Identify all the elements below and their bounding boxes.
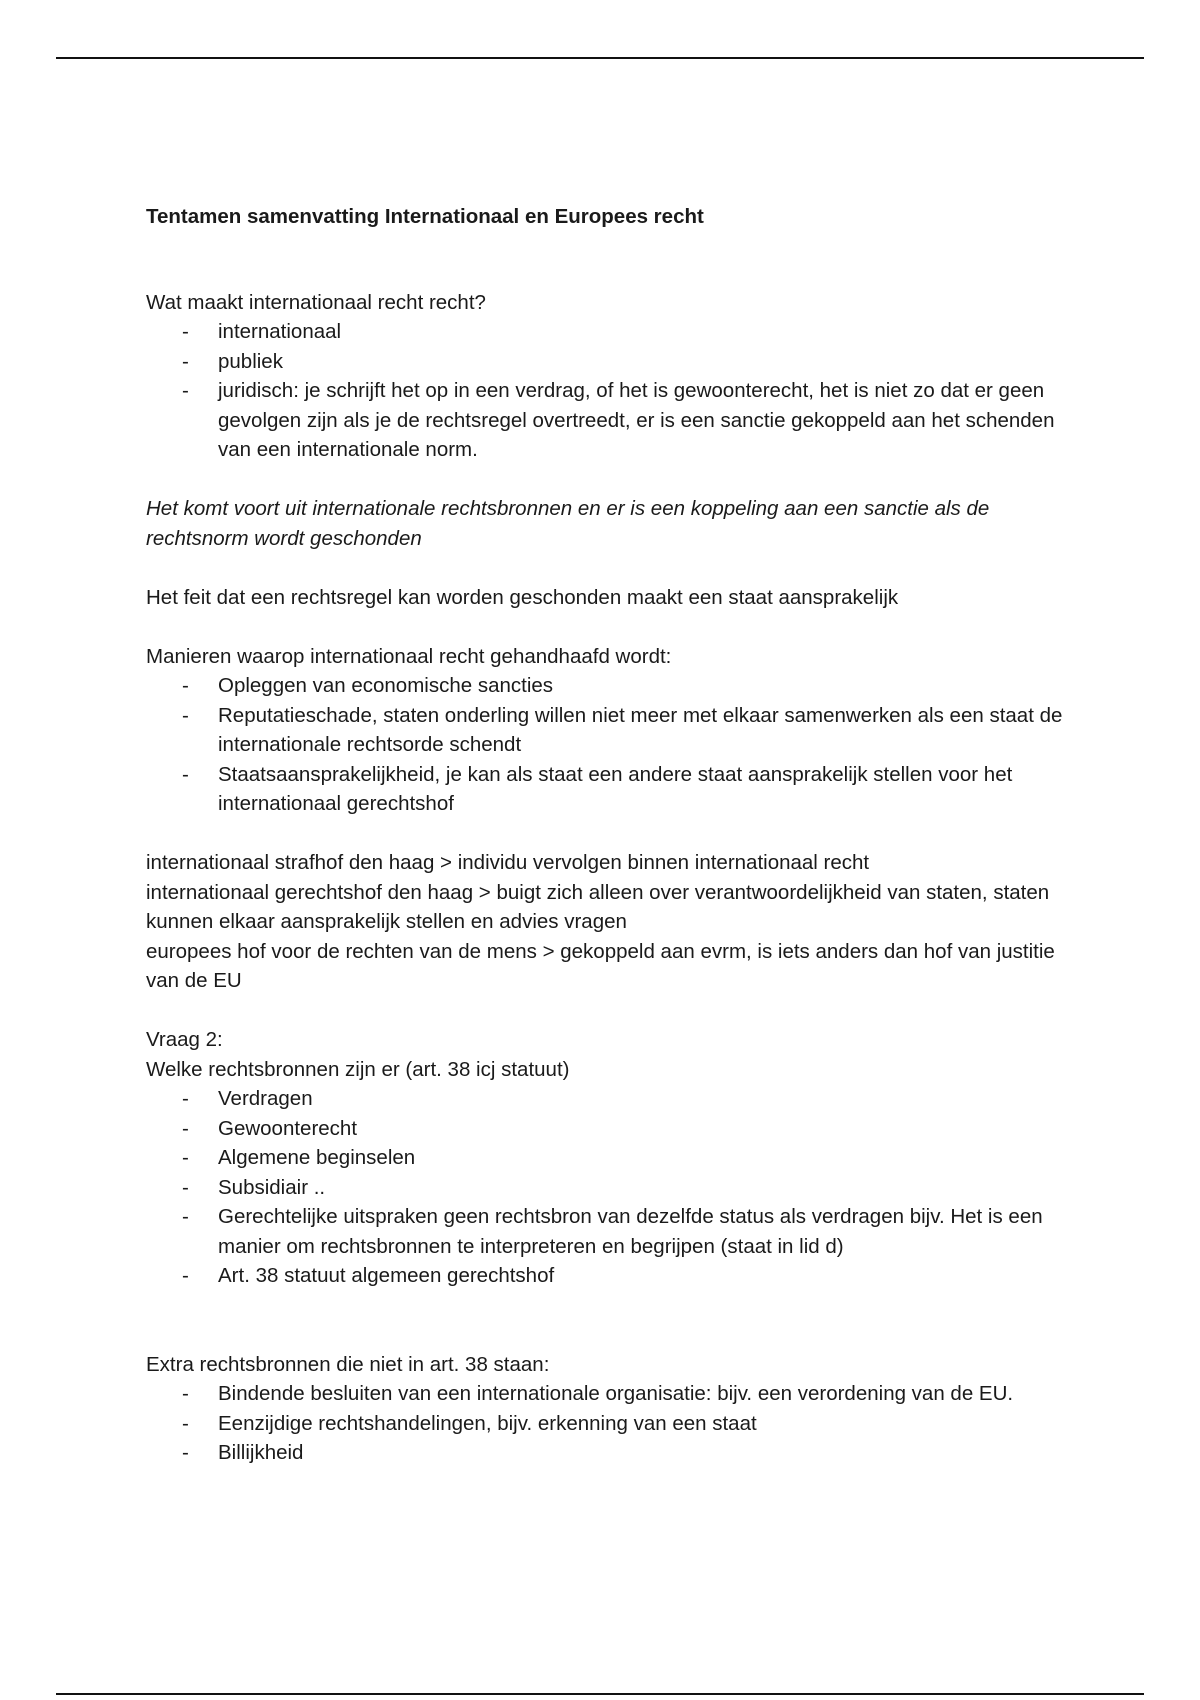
- bullet-dash: -: [182, 1382, 189, 1405]
- section2-list: [146, 671, 1066, 819]
- list-item: - internationaal: [146, 317, 1066, 347]
- list-item: - Eenzijdige rechtshandelingen, bijv. erkenning van een staat: [146, 1409, 1066, 1439]
- bullet-dash: -: [182, 1146, 189, 1169]
- section3-question: Welke rechtsbronnen zijn er (art. 38 icj statuut): [146, 1057, 570, 1081]
- bottom-rule: [56, 1693, 1144, 1695]
- section1-list: [146, 317, 1066, 465]
- italic-note: Het komt voort uit internationale rechtsbronnen en er is een koppeling aan een sanctie als de rechtsnorm wordt geschonden: [146, 497, 990, 550]
- bullet-dash: -: [182, 703, 189, 727]
- list-item: - Reputatieschade, staten onderling willen niet meer met elkaar samenwerken als een staat de internationale rechtsorde schendt: [146, 701, 1066, 760]
- list-item: - Algemene beginselen: [146, 1143, 1066, 1173]
- section2-heading: Manieren waarop internationaal recht gehandhaafd wordt:: [146, 644, 672, 668]
- bullet-dash: -: [182, 1116, 189, 1140]
- section4-heading: Extra rechtsbronnen die niet in art. 38 staan:: [146, 1352, 550, 1376]
- section3-list: [146, 1084, 1066, 1291]
- bullet-dash: -: [182, 762, 189, 786]
- bullet-dash: -: [182, 320, 189, 343]
- bullet-dash: -: [182, 1441, 189, 1464]
- bullet-dash: -: [182, 674, 189, 697]
- bullet-dash: -: [182, 1175, 189, 1199]
- bullet-dash: -: [182, 1205, 189, 1228]
- section1-question: Wat maakt internationaal recht recht?: [146, 290, 486, 314]
- list-item: - publiek: [146, 347, 1066, 377]
- document-title: Tentamen samenvatting Internationaal en Europees recht: [146, 205, 704, 228]
- bullet-dash: -: [182, 1264, 189, 1287]
- list-item: - juridisch: je schrijft het op in een verdrag, of het is gewoonterecht, het is niet zo dat er geen gevolgen zijn als je de rechtsregel overtreedt, er is een sanctie gekoppeld aan het schenden van een internationale norm.: [146, 376, 1066, 465]
- section3-label: Vraag 2:: [146, 1028, 223, 1051]
- section4-list: [146, 1379, 1066, 1468]
- list-item: - Subsidiair ..: [146, 1173, 1066, 1203]
- list-item: - Gewoonterecht: [146, 1114, 1066, 1144]
- statement: Het feit dat een rechtsregel kan worden geschonden maakt een staat aansprakelijk: [146, 585, 899, 609]
- bullet-dash: -: [182, 1411, 189, 1435]
- list-item: - Billijkheid: [146, 1438, 1066, 1468]
- court-line: internationaal strafhof den haag > individu vervolgen binnen internationaal recht: [146, 851, 870, 874]
- bullet-dash: -: [182, 379, 189, 402]
- document-body: [146, 202, 1066, 1468]
- list-item: - Gerechtelijke uitspraken geen rechtsbron van dezelfde status als verdragen bijv. Het is een manier om rechtsbronnen te interpreteren en begrijpen (staat in lid d): [146, 1202, 1066, 1261]
- list-item: - Staatsaansprakelijkheid, je kan als staat een andere staat aansprakelijk stellen voor het internationaal gerechtshof: [146, 760, 1066, 819]
- bullet-dash: -: [182, 349, 189, 373]
- court-line: internationaal gerechtshof den haag > buigt zich alleen over verantwoordelijkheid van staten, staten kunnen elkaar aansprakelijk stellen en advies vragen: [146, 880, 1050, 933]
- list-item: - Opleggen van economische sancties: [146, 671, 1066, 701]
- list-item: - Verdragen: [146, 1084, 1066, 1114]
- list-item: - Bindende besluiten van een internationale organisatie: bijv. een verordening van de EU.: [146, 1379, 1066, 1409]
- court-line: europees hof voor de rechten van de mens > gekoppeld aan evrm, is iets anders dan hof van justitie van de EU: [146, 939, 1055, 992]
- bullet-dash: -: [182, 1087, 189, 1110]
- top-rule: [56, 57, 1144, 59]
- list-item: - Art. 38 statuut algemeen gerechtshof: [146, 1261, 1066, 1291]
